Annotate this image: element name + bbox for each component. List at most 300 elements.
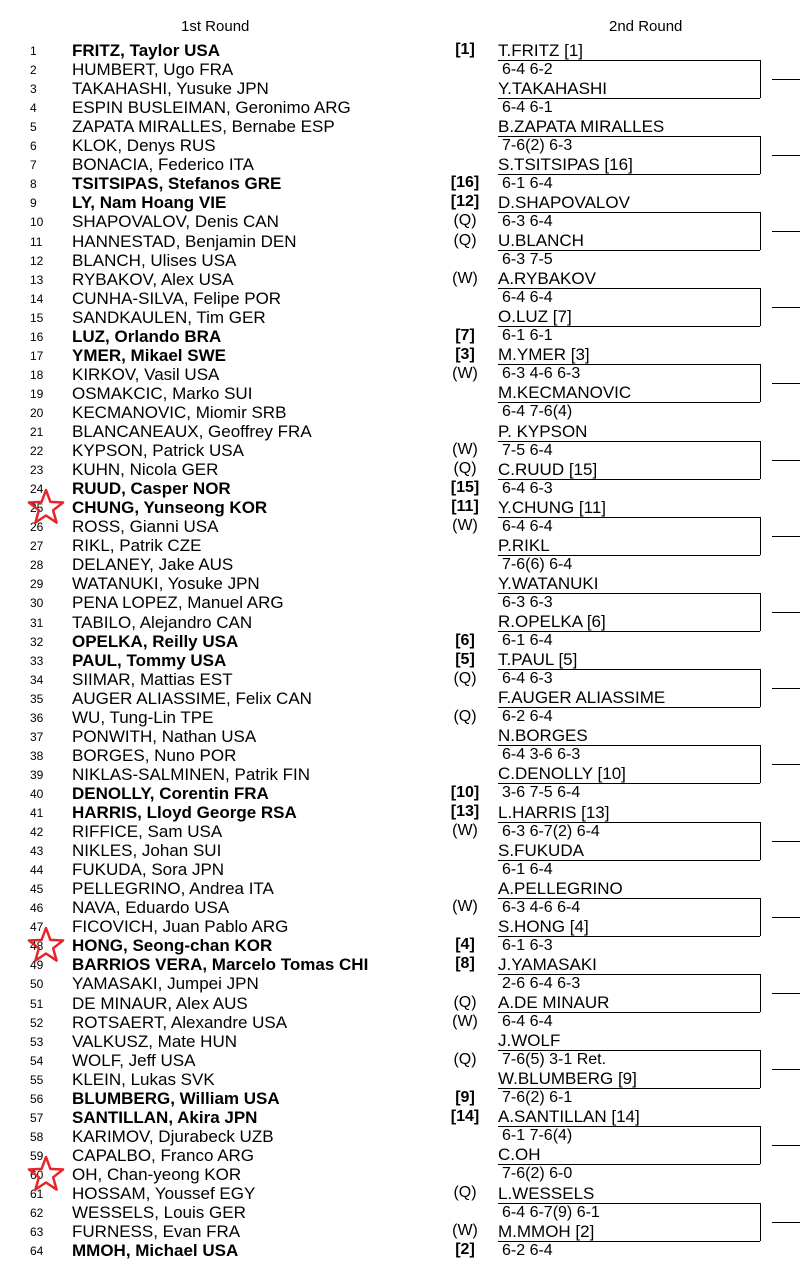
entry-note: [16]: [450, 174, 480, 192]
player-name: SANDKAULEN, Tim GER: [72, 307, 266, 327]
seed-line-number: 40: [30, 786, 44, 801]
player-name: DELANEY, Jake AUS: [72, 555, 234, 575]
entry-note: [8]: [455, 955, 475, 973]
bracket-connector: [772, 688, 800, 689]
player-row: [0, 727, 490, 746]
match-score: 6-3 6-3: [502, 593, 553, 611]
seed-line-number: 35: [30, 691, 44, 706]
seed-line-number: 42: [30, 825, 44, 840]
player-row: [0, 784, 490, 803]
player-name: PAUL, Tommy USA: [72, 650, 227, 670]
player-name: FRITZ, Taylor USA: [72, 41, 220, 60]
player-row: [0, 441, 490, 460]
player-row: [0, 498, 490, 517]
bracket-connector: [772, 993, 800, 994]
bracket-connector: [772, 764, 800, 765]
match-score: 6-4 6-1: [502, 98, 553, 116]
match-winner: M.KECMANOVIC: [498, 385, 760, 403]
match-score: 6-4 7-6(4): [502, 403, 573, 421]
bracket-connector: [772, 307, 800, 308]
player-name: KYPSON, Patrick USA: [72, 441, 244, 461]
player-name: CUNHA-SILVA, Felipe POR: [72, 288, 282, 308]
match-winner: O.LUZ [7]: [498, 309, 760, 327]
player-name: HUMBERT, Ugo FRA: [72, 60, 234, 80]
seed-line-number: 63: [30, 1225, 44, 1240]
entry-note: [12]: [450, 193, 480, 211]
match-winner: S.TSITSIPAS [16]: [498, 157, 760, 175]
player-row: [0, 212, 490, 231]
bracket-connector: [772, 1145, 800, 1146]
bracket-connector: [772, 612, 800, 613]
entry-note: [7]: [455, 326, 475, 344]
seed-line-number: 5: [30, 120, 37, 135]
player-row: [0, 917, 490, 936]
player-row: [0, 860, 490, 879]
round2-header: 2nd Round: [609, 18, 683, 35]
player-row: [0, 327, 490, 346]
player-name: NIKLES, Johan SUI: [72, 841, 222, 861]
player-row: [0, 936, 490, 955]
player-name: KLOK, Denys RUS: [72, 136, 216, 156]
entry-note: (W): [452, 1012, 478, 1030]
star-outline: [29, 928, 63, 961]
player-row: [0, 955, 490, 974]
entry-note: (Q): [453, 212, 477, 230]
match-score: 6-3 4-6 6-4: [502, 898, 581, 916]
player-name: RIFFICE, Sam USA: [72, 822, 223, 842]
match-winner: C.OH: [498, 1147, 760, 1165]
seed-line-number: 20: [30, 405, 44, 420]
bracket-connector: [760, 745, 761, 783]
player-row: [0, 174, 490, 193]
player-name: LY, Nam Hoang VIE: [72, 193, 227, 213]
player-name: KUHN, Nicola GER: [72, 460, 219, 480]
player-name: PELLEGRINO, Andrea ITA: [72, 879, 274, 899]
player-name: RUUD, Casper NOR: [72, 479, 231, 499]
player-row: [0, 193, 490, 212]
match-winner: U.BLANCH: [498, 233, 760, 251]
match-score: 6-1 6-4: [502, 174, 553, 192]
player-row: [0, 1184, 490, 1203]
seed-line-number: 37: [30, 729, 44, 744]
seed-line-number: 23: [30, 463, 44, 478]
entry-note: [14]: [450, 1107, 480, 1125]
player-name: BARRIOS VERA, Marcelo Tomas CHI: [72, 955, 369, 975]
match-score: 6-1 6-1: [502, 327, 553, 345]
bracket-connector: [760, 212, 761, 250]
entry-note: (Q): [453, 460, 477, 478]
player-name: CHUNG, Yunseong KOR: [72, 498, 268, 518]
bracket-connector: [760, 593, 761, 631]
player-row: [0, 1241, 490, 1260]
seed-line-number: 4: [30, 101, 37, 116]
entry-note: [15]: [450, 479, 480, 497]
seed-line-number: 13: [30, 272, 44, 287]
bracket-connector: [760, 1050, 761, 1088]
player-name: ZAPATA MIRALLES, Bernabe ESP: [72, 117, 335, 137]
player-row: [0, 289, 490, 308]
match-score: 7-6(2) 6-1: [502, 1089, 573, 1107]
player-row: [0, 136, 490, 155]
match-score: 7-6(6) 6-4: [502, 555, 573, 573]
player-row: [0, 384, 490, 403]
match-score: 6-1 6-3: [502, 936, 553, 954]
seed-line-number: 54: [30, 1053, 44, 1068]
bracket-connector: [772, 155, 800, 156]
player-row: [0, 613, 490, 632]
player-row: [0, 60, 490, 79]
match-winner: S.FUKUDA: [498, 843, 760, 861]
bracket-connector: [760, 822, 761, 860]
player-row: [0, 41, 490, 60]
entry-note: [6]: [455, 631, 475, 649]
player-name: HOSSAM, Youssef EGY: [72, 1184, 256, 1203]
seed-line-number: 38: [30, 748, 44, 763]
seed-line-number: 19: [30, 386, 44, 401]
seed-line-number: 26: [30, 520, 44, 535]
match-winner: A.DE MINAUR: [498, 995, 760, 1013]
match-winner: M.MMOH [2]: [498, 1224, 760, 1242]
seed-line-number: 22: [30, 444, 44, 459]
player-name: PENA LOPEZ, Manuel ARG: [72, 593, 284, 613]
entry-note: (Q): [453, 1184, 477, 1201]
player-name: CAPALBO, Franco ARG: [72, 1145, 255, 1165]
entry-note: (W): [452, 517, 478, 535]
player-row: [0, 1222, 490, 1241]
seed-line-number: 60: [30, 1167, 44, 1182]
seed-line-number: 14: [30, 291, 44, 306]
player-name: KECMANOVIC, Miomir SRB: [72, 402, 287, 422]
seed-line-number: 8: [30, 177, 37, 192]
seed-line-number: 41: [30, 806, 44, 820]
seed-line-number: 57: [30, 1110, 44, 1125]
bracket-connector: [760, 974, 761, 1012]
player-name: TSITSIPAS, Stefanos GRE: [72, 174, 282, 194]
player-row: [0, 517, 490, 536]
match-winner: A.RYBAKOV: [498, 271, 760, 289]
seed-line-number: 58: [30, 1129, 44, 1144]
match-winner: C.RUUD [15]: [498, 462, 760, 480]
seed-line-number: 64: [30, 1244, 44, 1259]
player-name: WESSELS, Louis GER: [72, 1203, 246, 1223]
seed-line-number: 45: [30, 882, 44, 897]
player-name: BLANCANEAUX, Geoffrey FRA: [72, 422, 312, 441]
match-score: 2-6 6-4 6-3: [502, 974, 581, 992]
match-winner: A.SANTILLAN [14]: [498, 1109, 760, 1127]
player-row: [0, 460, 490, 479]
match-winner: B.ZAPATA MIRALLES: [498, 119, 760, 137]
match-score: 6-4 6-4: [502, 1013, 553, 1031]
match-winner: Y.TAKAHASHI: [498, 81, 760, 99]
player-name: BONACIA, Federico ITA: [72, 155, 255, 175]
seed-line-number: 39: [30, 767, 44, 782]
player-name: HANNESTAD, Benjamin DEN: [72, 231, 297, 251]
entry-note: [9]: [455, 1088, 475, 1106]
player-row: [0, 270, 490, 289]
player-name: NAVA, Eduardo USA: [72, 898, 230, 918]
match-winner: Y.CHUNG [11]: [498, 500, 760, 518]
player-row: [0, 841, 490, 860]
seed-line-number: 28: [30, 558, 44, 573]
match-score: 6-3 7-5: [502, 251, 553, 269]
player-name: BLUMBERG, William USA: [72, 1088, 280, 1108]
player-name: TABILO, Alejandro CAN: [72, 612, 253, 632]
bracket-connector: [760, 60, 761, 98]
seed-line-number: 34: [30, 672, 44, 687]
bracket-connector: [760, 441, 761, 479]
bracket-connector: [772, 460, 800, 461]
player-row: [0, 574, 490, 593]
player-name: HARRIS, Lloyd George RSA: [72, 803, 297, 822]
seed-line-number: 44: [30, 863, 44, 878]
match-winner: P. KYPSON: [498, 424, 760, 442]
match-score: 6-3 6-7(2) 6-4: [502, 822, 600, 840]
match-score: 6-4 3-6 6-3: [502, 746, 581, 764]
player-name: TAKAHASHI, Yusuke JPN: [72, 79, 269, 99]
player-name: OPELKA, Reilly USA: [72, 631, 239, 651]
player-row: [0, 422, 490, 441]
entry-note: (Q): [453, 707, 477, 725]
bracket-connector: [760, 1126, 761, 1164]
seed-line-number: 33: [30, 653, 44, 668]
match-winner: L.HARRIS [13]: [498, 805, 760, 823]
player-row: [0, 1089, 490, 1108]
entry-note: (W): [452, 441, 478, 459]
player-row: [0, 1032, 490, 1051]
match-winner: A.PELLEGRINO: [498, 881, 760, 899]
player-row: [0, 79, 490, 98]
entry-note: (W): [452, 822, 478, 840]
seed-line-number: 27: [30, 539, 44, 554]
seed-line-number: 52: [30, 1015, 44, 1030]
match-score: 6-1 6-4: [502, 860, 553, 878]
player-row: [0, 670, 490, 689]
player-name: WOLF, Jeff USA: [72, 1050, 196, 1070]
player-name: KARIMOV, Djurabeck UZB: [72, 1126, 274, 1146]
player-row: [0, 879, 490, 898]
player-name: OSMAKCIC, Marko SUI: [72, 383, 253, 403]
seed-line-number: 53: [30, 1034, 44, 1049]
seed-line-number: 62: [30, 1206, 44, 1221]
match-winner: W.BLUMBERG [9]: [498, 1071, 760, 1089]
seed-line-number: 3: [30, 82, 37, 97]
bracket-connector: [760, 136, 761, 174]
bracket-connector: [772, 383, 800, 384]
player-name: MMOH, Michael USA: [72, 1241, 239, 1261]
seed-line-number: 61: [30, 1187, 44, 1201]
star-icon: [26, 925, 66, 965]
bracket-connector: [760, 898, 761, 936]
player-name: AUGER ALIASSIME, Felix CAN: [72, 688, 312, 708]
seed-line-number: 1: [30, 44, 37, 58]
seed-line-number: 12: [30, 253, 44, 268]
entry-note: (Q): [453, 1050, 477, 1068]
match-winner: R.OPELKA [6]: [498, 614, 760, 632]
match-score: 6-1 6-4: [502, 632, 553, 650]
player-name: PONWITH, Nathan USA: [72, 726, 257, 746]
player-row: [0, 346, 490, 365]
player-name: NIKLAS-SALMINEN, Patrik FIN: [72, 764, 311, 784]
bracket-connector: [772, 1222, 800, 1223]
player-row: [0, 251, 490, 270]
match-score: 6-4 6-4: [502, 517, 553, 535]
entry-note: [4]: [455, 936, 475, 954]
seed-line-number: 25: [30, 501, 44, 516]
match-score: 7-5 6-4: [502, 441, 553, 459]
player-row: [0, 1146, 490, 1165]
seed-line-number: 7: [30, 158, 37, 173]
bracket-connector: [772, 841, 800, 842]
entry-note: [1]: [455, 41, 475, 58]
match-score: 6-4 6-4: [502, 289, 553, 307]
star-outline: [29, 490, 63, 523]
player-name: WU, Tung-Lin TPE: [72, 707, 214, 727]
player-row: [0, 232, 490, 251]
seed-line-number: 36: [30, 710, 44, 725]
match-winner: C.DENOLLY [10]: [498, 766, 760, 784]
player-name: DE MINAUR, Alex AUS: [72, 993, 248, 1013]
player-row: [0, 651, 490, 670]
player-row: [0, 479, 490, 498]
match-score: 3-6 7-5 6-4: [502, 784, 581, 802]
bracket-connector: [760, 669, 761, 707]
entry-note: [2]: [455, 1241, 475, 1259]
player-name: ROSS, Gianni USA: [72, 517, 219, 537]
entry-note: (Q): [453, 669, 477, 687]
player-name: YMER, Mikael SWE: [72, 345, 226, 365]
seed-line-number: 51: [30, 996, 44, 1011]
player-row: [0, 555, 490, 574]
player-row: [0, 1108, 490, 1127]
player-name: VALKUSZ, Mate HUN: [72, 1031, 238, 1051]
player-name: FICOVICH, Juan Pablo ARG: [72, 917, 289, 937]
star-icon: [26, 487, 66, 527]
match-winner: S.HONG [4]: [498, 919, 760, 937]
bracket-connector: [760, 517, 761, 555]
player-row: [0, 822, 490, 841]
seed-line-number: 49: [30, 958, 44, 973]
seed-line-number: 16: [30, 329, 44, 344]
match-winner: J.YAMASAKI: [498, 957, 760, 975]
seed-line-number: 48: [30, 939, 44, 954]
player-row: [0, 708, 490, 727]
player-row: [0, 365, 490, 384]
star-icon: [26, 1154, 66, 1194]
player-name: RIKL, Patrik CZE: [72, 536, 202, 556]
bracket-connector: [772, 231, 800, 232]
seed-line-number: 31: [30, 615, 44, 630]
match-winner: N.BORGES: [498, 728, 760, 746]
match-score: 7-6(5) 3-1 Ret.: [502, 1051, 607, 1069]
entry-note: [11]: [451, 498, 479, 516]
seed-line-number: 6: [30, 139, 37, 154]
match-winner: L.WESSELS: [498, 1186, 760, 1204]
player-row: [0, 536, 490, 555]
seed-line-number: 30: [30, 596, 44, 611]
player-row: [0, 1203, 490, 1222]
match-winner: J.WOLF: [498, 1033, 760, 1051]
player-name: FUKUDA, Sora JPN: [72, 860, 225, 880]
seed-line-number: 50: [30, 977, 44, 992]
seed-line-number: 15: [30, 310, 44, 325]
player-row: [0, 1070, 490, 1089]
entry-note: (Q): [453, 231, 477, 249]
seed-line-number: 18: [30, 367, 44, 382]
match-winner: F.AUGER ALIASSIME: [498, 690, 760, 708]
player-name: RYBAKOV, Alex USA: [72, 269, 234, 289]
match-score: 6-1 7-6(4): [502, 1127, 573, 1145]
player-row: [0, 1127, 490, 1146]
seed-line-number: 2: [30, 63, 37, 78]
player-row: [0, 994, 490, 1013]
player-row: [0, 117, 490, 136]
entry-note: (W): [452, 364, 478, 382]
seed-line-number: 59: [30, 1148, 44, 1163]
player-name: DENOLLY, Corentin FRA: [72, 783, 269, 803]
seed-line-number: 43: [30, 844, 44, 859]
player-name: BLANCH, Ulises USA: [72, 250, 237, 270]
match-winner: M.YMER [3]: [498, 347, 760, 365]
player-row: [0, 1165, 490, 1184]
bracket-connector: [760, 1203, 761, 1241]
player-row: [0, 689, 490, 708]
player-name: YAMASAKI, Jumpei JPN: [72, 974, 259, 994]
seed-line-number: 11: [30, 234, 43, 249]
player-name: SIIMAR, Mattias EST: [72, 669, 233, 689]
player-name: LUZ, Orlando BRA: [72, 326, 222, 346]
player-name: SHAPOVALOV, Denis CAN: [72, 212, 279, 232]
player-row: [0, 1013, 490, 1032]
player-name: HONG, Seong-chan KOR: [72, 936, 273, 956]
bracket-connector: [772, 536, 800, 537]
player-row: [0, 974, 490, 993]
player-name: SANTILLAN, Akira JPN: [72, 1107, 258, 1127]
match-score: 6-4 6-7(9) 6-1: [502, 1203, 600, 1221]
bracket-connector: [772, 79, 800, 80]
seed-line-number: 46: [30, 901, 44, 916]
seed-line-number: 32: [30, 634, 44, 649]
seed-line-number: 56: [30, 1091, 44, 1106]
entry-note: [13]: [450, 803, 480, 820]
entry-note: (W): [452, 898, 478, 916]
match-score: 6-4 6-3: [502, 670, 553, 688]
match-winner: Y.WATANUKI: [498, 576, 760, 594]
bracket-connector: [772, 917, 800, 918]
player-name: FURNESS, Evan FRA: [72, 1222, 241, 1242]
player-name: OH, Chan-yeong KOR: [72, 1164, 242, 1184]
player-row: [0, 765, 490, 784]
player-row: [0, 593, 490, 612]
round1-header: 1st Round: [181, 18, 250, 35]
player-row: [0, 898, 490, 917]
match-winner: T.FRITZ [1]: [498, 43, 760, 61]
seed-line-number: 21: [30, 425, 44, 439]
bracket-connector: [760, 288, 761, 326]
entry-note: [3]: [455, 345, 475, 363]
match-score: 6-2 6-4: [502, 708, 553, 726]
entry-note: (Q): [453, 993, 477, 1011]
entry-note: (W): [452, 269, 478, 287]
match-score: 7-6(2) 6-3: [502, 136, 573, 154]
seed-line-number: 9: [30, 196, 37, 211]
seed-line-number: 17: [30, 348, 44, 363]
match-winner: T.PAUL [5]: [498, 652, 760, 670]
player-row: [0, 1051, 490, 1070]
match-winner: P.RIKL: [498, 538, 760, 556]
seed-line-number: 47: [30, 920, 44, 935]
entry-note: (W): [452, 1222, 478, 1240]
match-score: 6-3 6-4: [502, 212, 553, 230]
